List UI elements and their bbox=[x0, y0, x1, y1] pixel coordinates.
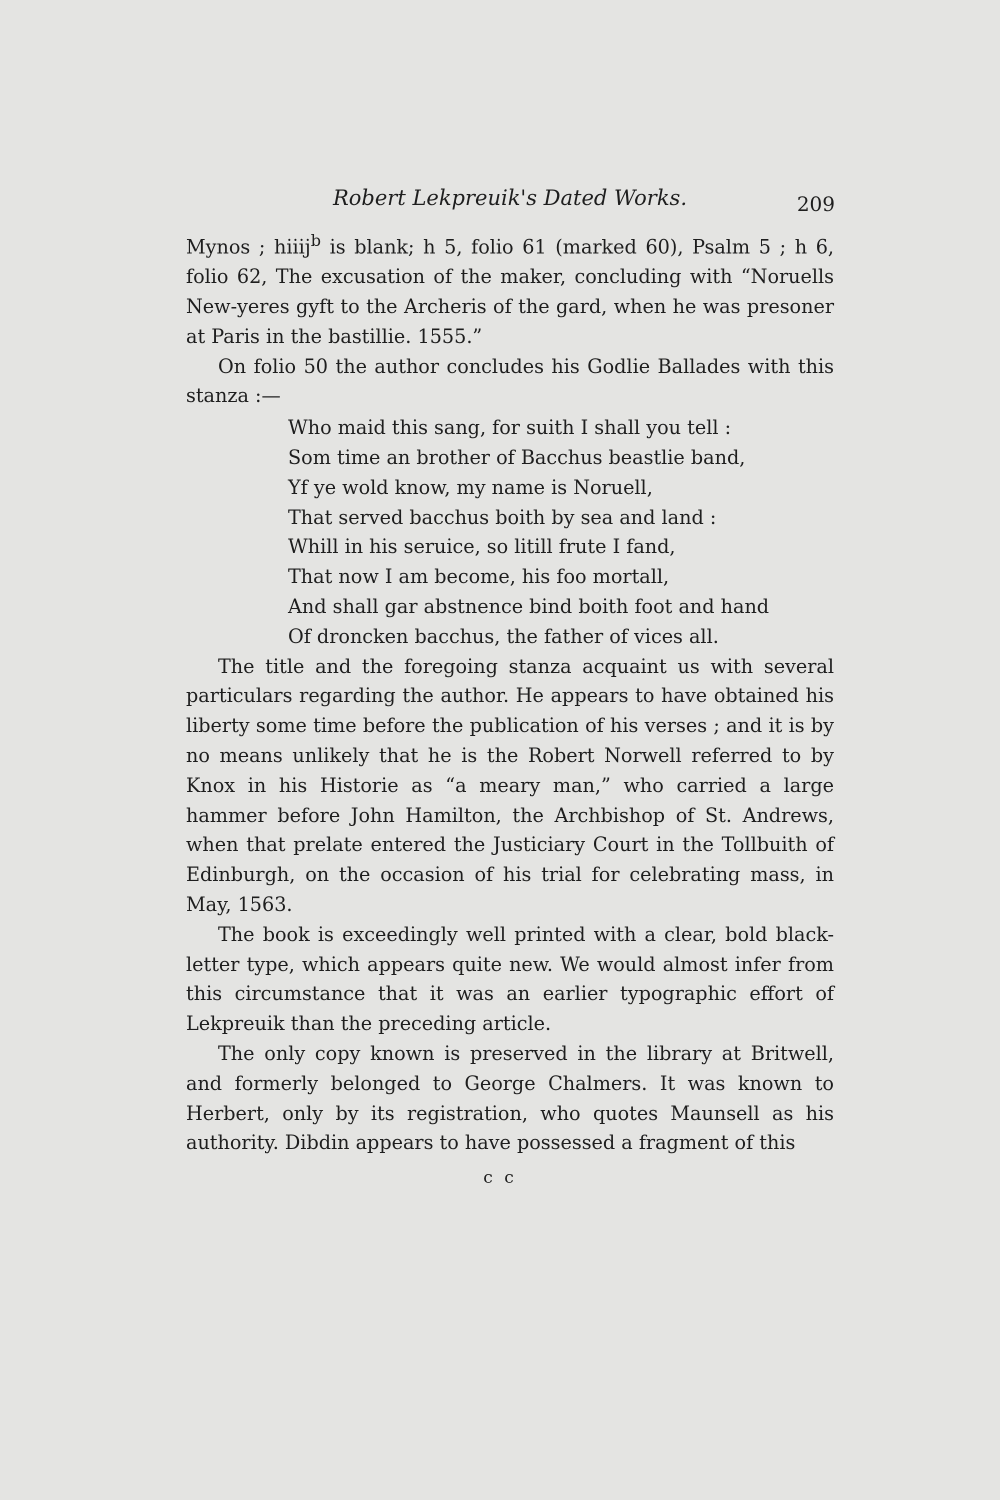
stanza-line: And shall gar abstnence bind boith foot and hand bbox=[288, 594, 770, 618]
paragraph: The only copy known is preserved in the library at Britwell, and formerly belonged to George Chalmers. It was known to Herbert, only by its registration, who quotes Maunsell as his authority. Dibdin appears to have possessed a fragment of this bbox=[186, 1041, 834, 1155]
stanza-line: That now I am become, his foo mortall, bbox=[288, 565, 670, 589]
paragraph-continuation bbox=[186, 226, 834, 352]
stanza bbox=[288, 413, 834, 651]
page-number: 209 bbox=[796, 192, 835, 216]
running-title: Robert Lekpreuik's Dated Works. bbox=[332, 186, 688, 210]
stanza-line: That served bacchus boith by sea and land : bbox=[288, 505, 717, 529]
paragraph: On folio 50 the author concludes his Godlie Ballades with this stanza :— bbox=[186, 354, 834, 408]
stanza-line: Of droncken bacchus, the father of vices all. bbox=[288, 624, 719, 648]
paragraph-text: Mynos ; hiiij bbox=[186, 235, 311, 259]
stanza-line: Whill in his seruice, so litill frute I fand, bbox=[288, 535, 676, 559]
body-text bbox=[186, 226, 834, 1158]
running-head bbox=[185, 186, 835, 220]
paragraph: The title and the foregoing stanza acquaint us with several particulars regarding the author. He appears to have obtained his liberty some time before the publication of his verses ; and it is by no means unlikely that he is the Robert Norwell referred to by Knox in his Historie as “a meary man,” who carried a large hammer before John Hamilton, the Archbishop of St. Andrews, when that prelate entered the Justiciary Court in the Tollbuith of Edinburgh, on the occasion of his trial for celebrating mass, in May, 1563. bbox=[186, 654, 834, 916]
superscript-b: b bbox=[310, 231, 321, 250]
paragraph: The book is exceedingly well printed with a clear, bold black-letter type, which appears quite new. We would almost infer from this circumstance that it was an earlier typographic effort of Lekpreuik than the preceding article. bbox=[186, 922, 834, 1036]
paragraph-text: is blank; h 5, folio 61 (marked 60), Psalm 5 ; h 6, folio 62, The excusation of the maker, concluding with “Noruells New-yeres gyft to the Archeris of the gard, when he was presoner at Paris in the bastillie. 1555.” bbox=[186, 235, 834, 348]
signature-mark: c c bbox=[483, 1168, 517, 1188]
stanza-line: Who maid this sang, for suith I shall you tell : bbox=[288, 416, 732, 440]
stanza-line: Som time an brother of Bacchus beastlie band, bbox=[288, 445, 746, 469]
stanza-line: Yf ye wold know, my name is Noruell, bbox=[288, 475, 653, 499]
